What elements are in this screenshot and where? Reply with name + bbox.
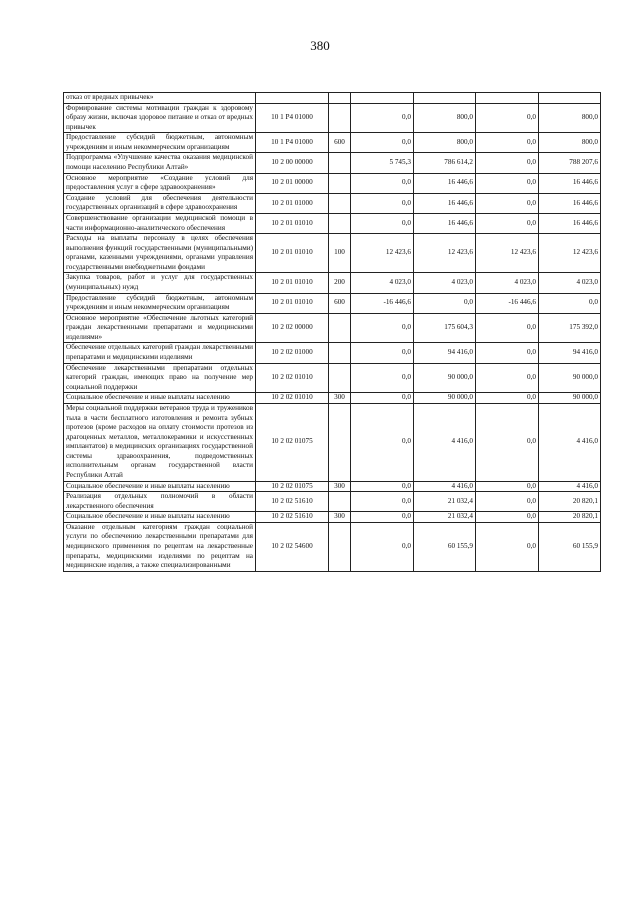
expense-type-cell <box>329 93 351 104</box>
expense-type-cell <box>329 173 351 193</box>
table-row <box>64 363 601 393</box>
amount-change-1-cell: 0,0 <box>351 173 414 193</box>
table-row <box>64 293 601 313</box>
amount-total-2-cell: 0,0 <box>539 293 601 313</box>
table-row <box>64 313 601 343</box>
target-code-cell: 10 2 01 01010 <box>256 273 329 293</box>
amount-total-1-cell: 90 000,0 <box>414 363 476 393</box>
amount-total-1-cell: 4 416,0 <box>414 481 476 492</box>
amount-change-2-cell: 0,0 <box>476 393 539 404</box>
amount-total-1-cell: 16 446,6 <box>414 213 476 233</box>
amount-total-1-cell: 60 155,9 <box>414 522 476 571</box>
expense-type-cell: 100 <box>329 234 351 273</box>
row-name-cell: Социальное обеспечение и иные выплаты населению <box>64 512 256 523</box>
table-row <box>64 343 601 363</box>
expense-type-cell <box>329 153 351 173</box>
amount-total-1-cell: 21 032,4 <box>414 512 476 523</box>
amount-total-2-cell <box>539 93 601 104</box>
amount-total-2-cell: 4 023,0 <box>539 273 601 293</box>
page-number: 380 <box>310 38 330 53</box>
row-name-cell: Создание условий для обеспечения деятельности государственных организаций в сфере здравоохранения <box>64 193 256 213</box>
table-row <box>64 103 601 133</box>
amount-total-1-cell: 16 446,6 <box>414 173 476 193</box>
amount-change-2-cell: 0,0 <box>476 133 539 153</box>
target-code-cell <box>256 93 329 104</box>
amount-total-1-cell: 90 000,0 <box>414 393 476 404</box>
expense-type-cell <box>329 213 351 233</box>
table-row <box>64 273 601 293</box>
row-name-cell: Реализация отдельных полномочий в области лекарственного обеспечения <box>64 492 256 512</box>
amount-total-2-cell: 788 207,6 <box>539 153 601 173</box>
row-name-cell: Обеспечение отдельных категорий граждан лекарственными препаратами и медицинскими изделиями <box>64 343 256 363</box>
amount-change-1-cell: 0,0 <box>351 393 414 404</box>
expense-type-cell: 300 <box>329 393 351 404</box>
target-code-cell: 10 2 02 01075 <box>256 481 329 492</box>
amount-total-2-cell: 4 416,0 <box>539 481 601 492</box>
amount-total-2-cell: 16 446,6 <box>539 193 601 213</box>
table-row <box>64 153 601 173</box>
row-name-cell: Обеспечение лекарственными препаратами отдельных категорий граждан, имеющих право на получение мер социальной поддержки <box>64 363 256 393</box>
expense-type-cell <box>329 103 351 133</box>
expense-type-cell: 200 <box>329 273 351 293</box>
table-row <box>64 213 601 233</box>
expense-type-cell <box>329 193 351 213</box>
amount-change-2-cell: 0,0 <box>476 363 539 393</box>
amount-change-1-cell: -16 446,6 <box>351 293 414 313</box>
amount-total-2-cell: 16 446,6 <box>539 213 601 233</box>
target-code-cell: 10 2 01 01010 <box>256 293 329 313</box>
expense-type-cell: 600 <box>329 133 351 153</box>
expense-type-cell <box>329 343 351 363</box>
target-code-cell: 10 2 01 01010 <box>256 234 329 273</box>
table-row <box>64 522 601 571</box>
target-code-cell: 10 2 02 51610 <box>256 492 329 512</box>
expense-type-cell <box>329 363 351 393</box>
amount-total-2-cell: 60 155,9 <box>539 522 601 571</box>
amount-change-2-cell: 4 023,0 <box>476 273 539 293</box>
target-code-cell: 10 1 P4 01000 <box>256 103 329 133</box>
amount-total-1-cell: 175 604,3 <box>414 313 476 343</box>
table-row <box>64 173 601 193</box>
amount-total-2-cell: 4 416,0 <box>539 403 601 481</box>
amount-change-1-cell: 0,0 <box>351 133 414 153</box>
amount-change-1-cell: 0,0 <box>351 403 414 481</box>
expense-type-cell: 600 <box>329 293 351 313</box>
amount-change-1-cell: 0,0 <box>351 313 414 343</box>
expense-type-cell <box>329 313 351 343</box>
amount-change-1-cell: 0,0 <box>351 481 414 492</box>
amount-total-1-cell: 0,0 <box>414 293 476 313</box>
amount-total-2-cell: 20 820,1 <box>539 512 601 523</box>
row-name-cell: Формирование системы мотивации граждан к здоровому образу жизни, включая здоровое питание и отказ от вредных привычек <box>64 103 256 133</box>
row-name-cell: Подпрограмма «Улучшение качества оказания медицинской помощи населению Республики Алтай» <box>64 153 256 173</box>
expense-type-cell <box>329 522 351 571</box>
row-name-cell: Меры социальной поддержки ветеранов труда и тружеников тыла в части бесплатного изготовления и ремонта зубных протезов (кроме расходов на оплату стоимости протезов из драгоценных металлов, металлокерамики и искусственных имплантатов) в медицинских организациях государственной системы здравоохранения, подведомственных исполнительным органам государственной власти Республики Алтай <box>64 403 256 481</box>
expense-type-cell <box>329 492 351 512</box>
amount-change-1-cell: 0,0 <box>351 522 414 571</box>
amount-total-2-cell: 12 423,6 <box>539 234 601 273</box>
table-row <box>64 93 601 104</box>
target-code-cell: 10 2 01 01000 <box>256 193 329 213</box>
amount-total-2-cell: 800,0 <box>539 133 601 153</box>
amount-change-2-cell: 0,0 <box>476 522 539 571</box>
amount-change-2-cell: 0,0 <box>476 103 539 133</box>
row-name-cell: Предоставление субсидий бюджетным, автономным учреждениям и иным некоммерческим организациям <box>64 293 256 313</box>
amount-change-1-cell: 0,0 <box>351 492 414 512</box>
target-code-cell: 10 2 02 54600 <box>256 522 329 571</box>
amount-total-2-cell: 175 392,0 <box>539 313 601 343</box>
amount-change-2-cell <box>476 93 539 104</box>
budget-table <box>63 92 601 572</box>
amount-change-2-cell: 0,0 <box>476 313 539 343</box>
amount-total-1-cell <box>414 93 476 104</box>
table-row <box>64 403 601 481</box>
target-code-cell: 10 2 02 00000 <box>256 313 329 343</box>
amount-total-2-cell: 800,0 <box>539 103 601 133</box>
row-name-cell: Закупка товаров, работ и услуг для государственных (муниципальных) нужд <box>64 273 256 293</box>
amount-change-2-cell: 0,0 <box>476 512 539 523</box>
row-name-cell: отказ от вредных привычек» <box>64 93 256 104</box>
amount-total-1-cell: 4 416,0 <box>414 403 476 481</box>
expense-type-cell: 300 <box>329 481 351 492</box>
target-code-cell: 10 2 00 00000 <box>256 153 329 173</box>
table-row <box>64 481 601 492</box>
amount-total-1-cell: 16 446,6 <box>414 193 476 213</box>
amount-change-2-cell: 0,0 <box>476 403 539 481</box>
target-code-cell: 10 2 02 01075 <box>256 403 329 481</box>
amount-change-2-cell: 0,0 <box>476 213 539 233</box>
amount-change-1-cell: 4 023,0 <box>351 273 414 293</box>
amount-change-2-cell: 12 423,6 <box>476 234 539 273</box>
table-row <box>64 193 601 213</box>
row-name-cell: Оказание отдельным категориям граждан социальной услуги по обеспечению лекарственными препаратами для медицинского применения по рецептам на лекарственные препараты, медицинскими изделиями по рецептам на медицинские изделия, а также специализированными <box>64 522 256 571</box>
amount-change-1-cell: 0,0 <box>351 343 414 363</box>
amount-change-1-cell: 0,0 <box>351 213 414 233</box>
amount-change-2-cell: 0,0 <box>476 492 539 512</box>
amount-change-2-cell: 0,0 <box>476 193 539 213</box>
amount-total-1-cell: 786 614,2 <box>414 153 476 173</box>
row-name-cell: Предоставление субсидий бюджетным, автономным учреждениям и иным некоммерческим организациям <box>64 133 256 153</box>
target-code-cell: 10 2 02 01010 <box>256 363 329 393</box>
amount-change-1-cell: 0,0 <box>351 103 414 133</box>
row-name-cell: Социальное обеспечение и иные выплаты населению <box>64 393 256 404</box>
amount-total-2-cell: 90 000,0 <box>539 393 601 404</box>
amount-change-1-cell: 0,0 <box>351 512 414 523</box>
row-name-cell: Социальное обеспечение и иные выплаты населению <box>64 481 256 492</box>
target-code-cell: 10 2 02 01000 <box>256 343 329 363</box>
amount-change-2-cell: -16 446,6 <box>476 293 539 313</box>
row-name-cell: Основное мероприятие «Обеспечение льготных категорий граждан лекарственными препаратами и медицинскими изделиями» <box>64 313 256 343</box>
table-row <box>64 512 601 523</box>
amount-total-2-cell: 94 416,0 <box>539 343 601 363</box>
row-name-cell: Совершенствование организации медицинской помощи в части информационно-аналитического обеспечения <box>64 213 256 233</box>
amount-change-2-cell: 0,0 <box>476 481 539 492</box>
amount-change-1-cell: 5 745,3 <box>351 153 414 173</box>
table-row <box>64 234 601 273</box>
expense-type-cell: 300 <box>329 512 351 523</box>
table-row <box>64 492 601 512</box>
table-body <box>64 93 601 572</box>
target-code-cell: 10 2 01 01010 <box>256 213 329 233</box>
amount-total-2-cell: 20 820,1 <box>539 492 601 512</box>
amount-total-1-cell: 4 023,0 <box>414 273 476 293</box>
target-code-cell: 10 2 02 51610 <box>256 512 329 523</box>
amount-total-1-cell: 21 032,4 <box>414 492 476 512</box>
amount-change-2-cell: 0,0 <box>476 343 539 363</box>
amount-total-2-cell: 90 000,0 <box>539 363 601 393</box>
amount-total-1-cell: 800,0 <box>414 133 476 153</box>
row-name-cell: Основное мероприятие «Создание условий для предоставления услуг в сфере здравоохранения» <box>64 173 256 193</box>
target-code-cell: 10 2 02 01010 <box>256 393 329 404</box>
expense-type-cell <box>329 403 351 481</box>
target-code-cell: 10 1 P4 01000 <box>256 133 329 153</box>
amount-change-2-cell: 0,0 <box>476 153 539 173</box>
amount-change-2-cell: 0,0 <box>476 173 539 193</box>
table-row <box>64 393 601 404</box>
amount-total-1-cell: 800,0 <box>414 103 476 133</box>
target-code-cell: 10 2 01 00000 <box>256 173 329 193</box>
amount-total-1-cell: 12 423,6 <box>414 234 476 273</box>
row-name-cell: Расходы на выплаты персоналу в целях обеспечения выполнения функций государственными (муниципальными) органами, казенными учреждениями, органами управления государственными внебюджетными фондами <box>64 234 256 273</box>
amount-change-1-cell <box>351 93 414 104</box>
amount-change-1-cell: 0,0 <box>351 363 414 393</box>
amount-total-2-cell: 16 446,6 <box>539 173 601 193</box>
amount-change-1-cell: 0,0 <box>351 193 414 213</box>
amount-total-1-cell: 94 416,0 <box>414 343 476 363</box>
table-row <box>64 133 601 153</box>
amount-change-1-cell: 12 423,6 <box>351 234 414 273</box>
